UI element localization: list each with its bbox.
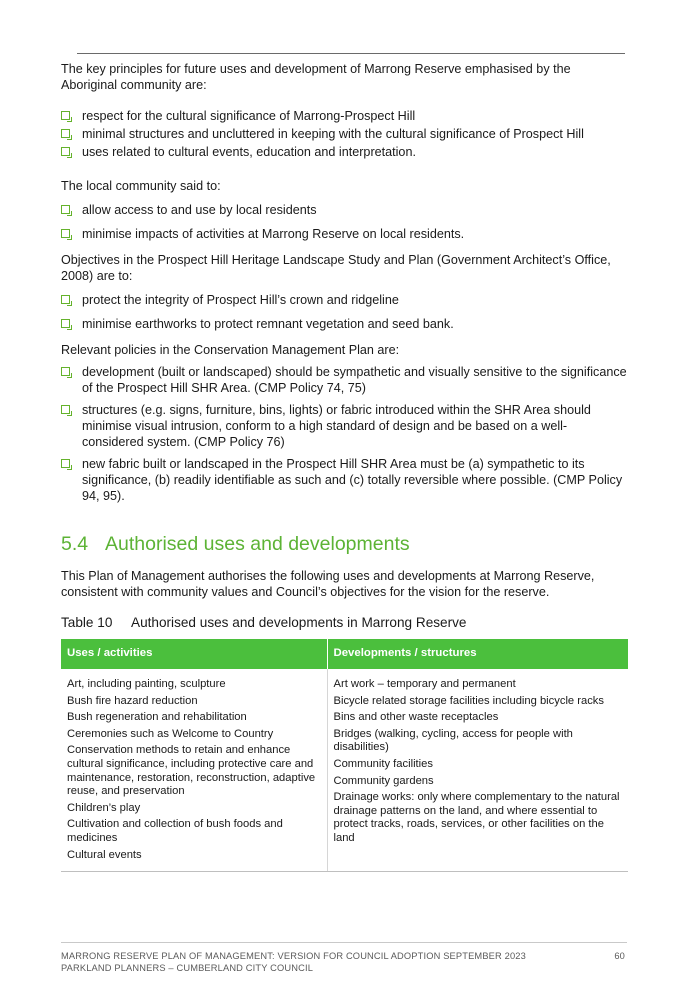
checkbox-bullet-icon <box>61 319 70 328</box>
use-item: Children’s play <box>67 801 141 814</box>
heritage-objectives-list <box>61 292 627 332</box>
table-title: Authorised uses and developments in Marrong Reserve <box>131 615 467 630</box>
use-item: Ceremonies such as Welcome to Country <box>67 727 274 740</box>
checkbox-bullet-icon <box>61 405 70 414</box>
page-footer <box>61 950 627 974</box>
footer-rule <box>61 942 627 943</box>
table-number: Table 10 <box>61 615 113 630</box>
use-item: Bush regeneration and rehabilitation <box>67 711 247 724</box>
aboriginal-principles-list <box>61 108 627 160</box>
list-item: allow access to and use by local residents <box>61 202 627 218</box>
page-number: 60 <box>614 951 625 961</box>
use-item: Conservation methods to retain and enhance cultural significance, including protective care and maintenance, restoration, reconstruction, adaptive reuse, and preservation <box>67 744 316 798</box>
page-content <box>61 61 627 872</box>
footer-author: PARKLAND PLANNERS – CUMBERLAND CITY COUNCIL <box>61 963 314 973</box>
development-item: Community facilities <box>333 757 433 770</box>
developments-cell <box>327 669 628 872</box>
table-row <box>61 669 628 872</box>
use-item: Cultivation and collection of bush foods and medicines <box>67 818 283 844</box>
authorised-uses-table <box>61 639 628 872</box>
checkbox-bullet-icon <box>61 229 70 238</box>
development-item: Bridges (walking, cycling, access for people with disabilities) <box>333 727 573 754</box>
use-item: Cultural events <box>67 848 142 861</box>
developments-column-header: Developments / structures <box>327 639 628 669</box>
checkbox-bullet-icon <box>61 111 70 120</box>
header-rule <box>77 53 625 54</box>
list-item: minimise earthworks to protect remnant vegetation and seed bank. <box>61 316 627 332</box>
development-item: Art work – temporary and permanent <box>333 678 516 690</box>
checkbox-bullet-icon <box>61 129 70 138</box>
section-heading <box>61 533 627 555</box>
development-item: Bicycle related storage facilities including bicycle racks <box>333 694 604 707</box>
list-item: minimal structures and uncluttered in keeping with the cultural significance of Prospect Hill <box>61 126 627 142</box>
checkbox-bullet-icon <box>61 205 70 214</box>
list-item: new fabric built or landscaped in the Prospect Hill SHR Area must be (a) sympathetic to its significance, (b) readily identifiable as such and (c) totally reversible where possible. (CMP Policy 94, 95). <box>61 456 627 504</box>
footer-document-title: MARRONG RESERVE PLAN OF MANAGEMENT: VERSION FOR COUNCIL ADOPTION SEPTEMBER 2023 <box>61 951 526 961</box>
table-caption <box>61 614 627 631</box>
list-item: minimise impacts of activities at Marrong Reserve on local residents. <box>61 226 627 242</box>
list-item: respect for the cultural significance of Marrong-Prospect Hill <box>61 108 627 124</box>
list-item: uses related to cultural events, education and interpretation. <box>61 144 627 160</box>
cmp-policies-intro: Relevant policies in the Conservation Management Plan are: <box>61 343 400 357</box>
local-community-intro: The local community said to: <box>61 179 221 193</box>
list-item: development (built or landscaped) should be sympathetic and visually sensitive to the significance of the Prospect Hill SHR Area. (CMP Policy 74, 75) <box>61 364 627 396</box>
section-title: Authorised uses and developments <box>105 533 410 555</box>
uses-column-header: Uses / activities <box>61 639 327 669</box>
local-community-list <box>61 202 627 242</box>
list-item: structures (e.g. signs, furniture, bins, lights) or fabric introduced within the SHR Area should minimise visual intrusion, conform to a high standard of design and be based on a well-considered system. (CMP Policy 76) <box>61 402 627 450</box>
development-item: Community gardens <box>333 774 434 787</box>
section-number: 5.4 <box>61 533 89 555</box>
section-intro: This Plan of Management authorises the following uses and developments at Marrong Reserve, consistent with community values and Council’s objectives for the vision for the reserve. <box>61 569 595 599</box>
uses-cell <box>61 669 327 872</box>
use-item: Art, including painting, sculpture <box>67 678 226 690</box>
cmp-policies-list <box>61 364 627 504</box>
checkbox-bullet-icon <box>61 147 70 156</box>
table-header-row <box>61 639 628 669</box>
list-item: protect the integrity of Prospect Hill’s crown and ridgeline <box>61 292 627 308</box>
checkbox-bullet-icon <box>61 367 70 376</box>
checkbox-bullet-icon <box>61 459 70 468</box>
development-item: Drainage works: only where complementary to the natural drainage patterns on the land, and where essential to protect tracks, roads, services, or other facilities on the land <box>333 791 620 844</box>
checkbox-bullet-icon <box>61 295 70 304</box>
development-item: Bins and other waste receptacles <box>333 711 499 724</box>
heritage-objectives-intro: Objectives in the Prospect Hill Heritage Landscape Study and Plan (Government Architect’s Office, 2008) are to: <box>61 253 611 283</box>
aboriginal-principles-intro: The key principles for future uses and development of Marrong Reserve emphasised by the Aboriginal community are: <box>61 62 571 92</box>
use-item: Bush fire hazard reduction <box>67 694 198 707</box>
